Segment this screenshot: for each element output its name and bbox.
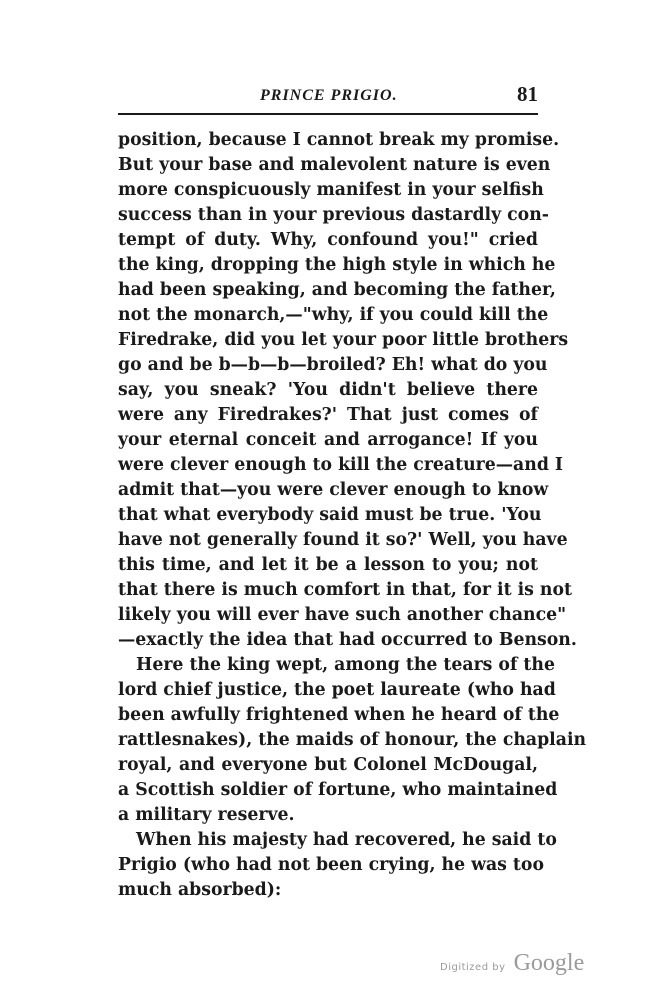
text-line: tempt of duty. Why, confound you!" cried (118, 230, 538, 250)
text-line: this time, and let it be a lesson to you; not (118, 555, 538, 575)
header-rule (118, 113, 538, 115)
text-line: Prigio (who had not been crying, he was too (118, 855, 544, 875)
text-line: not the monarch,—"why, if you could kill the (118, 305, 549, 325)
body-text (118, 128, 587, 903)
text-line: —exactly the idea that had occurred to Benson. (118, 630, 577, 650)
text-line: go and be b—b—b—broiled? Eh! what do you (118, 355, 548, 375)
text-line: the king, dropping the high style in which he (118, 255, 556, 275)
text-line: Here the king wept, among the tears of the (136, 655, 555, 675)
text-line: royal, and everyone but Colonel McDougal, (118, 755, 538, 775)
text-line: say, you sneak? 'You didn't believe there (118, 380, 538, 400)
page-header (118, 78, 538, 114)
text-line: were any Firedrakes?' That just comes of (118, 405, 538, 425)
text-line: been awfully frightened when he heard of the (118, 705, 560, 725)
text-line: were clever enough to kill the creature—and I (118, 455, 564, 475)
text-line: lord chief justice, the poet laureate (who had (118, 680, 556, 700)
running-title: PRINCE PRIGIO. (260, 87, 398, 104)
digitized-watermark (440, 950, 584, 977)
text-line: But your base and malevolent nature is even (118, 155, 551, 175)
text-line: have not generally found it so?' Well, you have (118, 530, 568, 550)
text-line: position, because I cannot break my promise. (118, 130, 560, 150)
text-line: more conspicuously manifest in your selfish (118, 180, 544, 200)
text-line: admit that—you were clever enough to know (118, 480, 549, 500)
text-line: that there is much comfort in that, for it is not (118, 580, 572, 600)
text-line: success than in your previous dastardly con- (118, 205, 549, 225)
text-line: Firedrake, did you let your poor little brothers (118, 330, 569, 350)
text-line: that what everybody said must be true. 'You (118, 505, 542, 525)
text-line: had been speaking, and becoming the father, (118, 280, 556, 300)
text-line: much absorbed): (118, 880, 282, 900)
digitized-by-text: Digitized by (440, 962, 506, 973)
text-line: a Scottish soldier of fortune, who maintained (118, 780, 558, 800)
text-line: rattlesnakes), the maids of honour, the chaplain (118, 730, 587, 750)
text-line: a military reserve. (118, 805, 295, 825)
google-logo: Google (513, 950, 585, 976)
text-line: likely you will ever have such another chance" (118, 605, 567, 625)
page-number: 81 (517, 82, 538, 106)
text-line: When his majesty had recovered, he said to (136, 830, 557, 850)
text-line: your eternal conceit and arrogance! If you (118, 430, 538, 450)
